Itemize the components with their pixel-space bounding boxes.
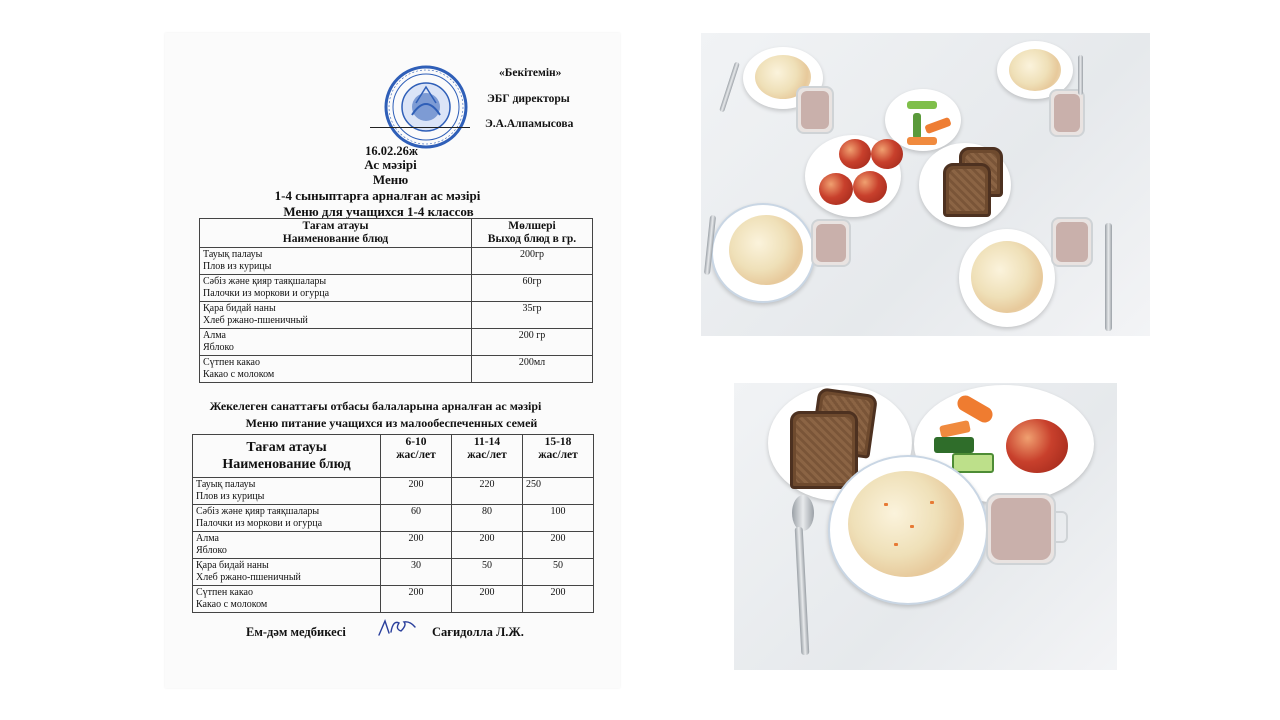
cocoa-cup-icon [1049, 89, 1085, 137]
column-header-name: Тағам атауы Наименование блюд [193, 435, 381, 478]
dish-quantity: 200 [452, 586, 523, 613]
apple-icon [819, 173, 853, 205]
table-row [200, 302, 593, 329]
dish-name: Сүтпен какао Какао с молоком [193, 586, 381, 613]
menu-table-primary [199, 218, 593, 383]
dish-quantity: 250 [523, 478, 594, 505]
table-header-row [193, 435, 594, 478]
table-header-row [200, 219, 593, 248]
table-row [200, 356, 593, 383]
official-seal-icon [383, 63, 469, 153]
dish-quantity: 100 [523, 505, 594, 532]
dish-name: Қара бидай наны Хлеб ржано-пшеничный [200, 302, 472, 329]
rice-pilaf-icon [971, 241, 1043, 313]
cocoa-cup-icon [986, 493, 1056, 565]
cup-handle-icon [1054, 511, 1068, 543]
dish-name: Алма Яблоко [200, 329, 472, 356]
rice-pilaf-icon [729, 215, 803, 285]
dish-quantity: 200 [381, 478, 452, 505]
meal-photo-overview [701, 33, 1150, 336]
rice-pilaf-icon [848, 471, 964, 577]
carrot-stick-icon [907, 137, 937, 145]
menu-document [165, 33, 620, 688]
dish-quantity: 200 [523, 532, 594, 559]
nurse-role: Ем-дәм медбикесі [246, 625, 346, 639]
approval-name: Э.А.Алпамысова [485, 118, 574, 130]
dish-quantity: 200 гр [472, 329, 593, 356]
spoon-icon [1105, 223, 1112, 331]
approval-position: ЭБГ директоры [487, 93, 570, 105]
bread-slice-icon [790, 411, 858, 489]
spoon-icon [792, 495, 814, 531]
dish-quantity: 220 [452, 478, 523, 505]
dish-quantity: 80 [452, 505, 523, 532]
handwritten-signature-icon [377, 617, 417, 639]
menu-date: 16.02.26ж [365, 144, 418, 158]
section2-title-kz: Жекелеген санаттағы отбасы балаларына арналған ас мәзірі [209, 399, 542, 413]
section2-title-ru: Меню питание учащихся из малообеспеченных семей [245, 416, 538, 430]
dish-quantity: 200мл [472, 356, 593, 383]
column-header-age-6-10: 6-10 жас/лет [381, 435, 452, 478]
dish-quantity: 50 [452, 559, 523, 586]
dish-quantity: 200 [452, 532, 523, 559]
dish-quantity: 200 [381, 532, 452, 559]
dish-quantity: 200 [523, 586, 594, 613]
dish-quantity: 200 [381, 586, 452, 613]
dish-name: Қара бидай наны Хлеб ржано-пшеничный [193, 559, 381, 586]
dish-quantity: 200гр [472, 248, 593, 275]
spoon-icon [1078, 55, 1083, 95]
menu-table-low-income [192, 434, 594, 613]
table-row [200, 329, 593, 356]
table-row [200, 275, 593, 302]
cocoa-cup-icon [796, 86, 834, 134]
apple-icon [871, 139, 903, 169]
dish-name: Тауық палауы Плов из курицы [193, 478, 381, 505]
cucumber-stick-icon [907, 101, 937, 109]
column-header-age-15-18: 15-18 жас/лет [523, 435, 594, 478]
dish-quantity: 60 [381, 505, 452, 532]
cocoa-cup-icon [1051, 217, 1093, 267]
dish-quantity: 50 [523, 559, 594, 586]
dish-name: Сәбіз және қияр таяқшалары Палочки из моркови и огурца [200, 275, 472, 302]
dish-name: Тауық палауы Плов из курицы [200, 248, 472, 275]
dish-quantity: 60гр [472, 275, 593, 302]
bread-slice-icon [943, 163, 991, 217]
apple-icon [853, 171, 887, 203]
dish-quantity: 35гр [472, 302, 593, 329]
table-row [193, 478, 594, 505]
cocoa-cup-icon [811, 219, 851, 267]
menu-subtitle-kz: 1-4 сыныптарға арналған ас мәзірі [274, 188, 481, 203]
cucumber-stick-icon [913, 113, 921, 139]
nurse-name: Сағидолла Л.Ж. [432, 625, 524, 639]
table-row [193, 559, 594, 586]
apple-icon [1006, 419, 1068, 473]
column-header-age-11-14: 11-14 жас/лет [452, 435, 523, 478]
dish-name: Алма Яблоко [193, 532, 381, 559]
table-row [193, 505, 594, 532]
approval-signature-line [370, 127, 470, 128]
menu-subtitle-ru: Меню для учащихся 1-4 классов [283, 204, 474, 219]
table-row [200, 248, 593, 275]
spoon-handle-icon [795, 527, 810, 655]
column-header-name: Тағам атауы Наименование блюд [200, 219, 472, 248]
spoon-icon [719, 61, 740, 112]
menu-title-ru: Меню [372, 172, 409, 187]
cucumber-stick-icon [952, 453, 994, 473]
apple-icon [839, 139, 871, 169]
column-header-quantity: Мөлшері Выход блюд в гр. [472, 219, 593, 248]
menu-title-kz: Ас мәзірі [364, 157, 417, 172]
cucumber-stick-icon [934, 437, 974, 453]
dish-name: Сәбіз және қияр таяқшалары Палочки из моркови и огурца [193, 505, 381, 532]
table-row [193, 532, 594, 559]
dish-quantity: 30 [381, 559, 452, 586]
meal-photo-single-serving [734, 383, 1117, 670]
table-row [193, 586, 594, 613]
approval-label: «Бекітемін» [499, 67, 562, 79]
dish-name: Сүтпен какао Какао с молоком [200, 356, 472, 383]
rice-pilaf-icon [1009, 49, 1061, 91]
